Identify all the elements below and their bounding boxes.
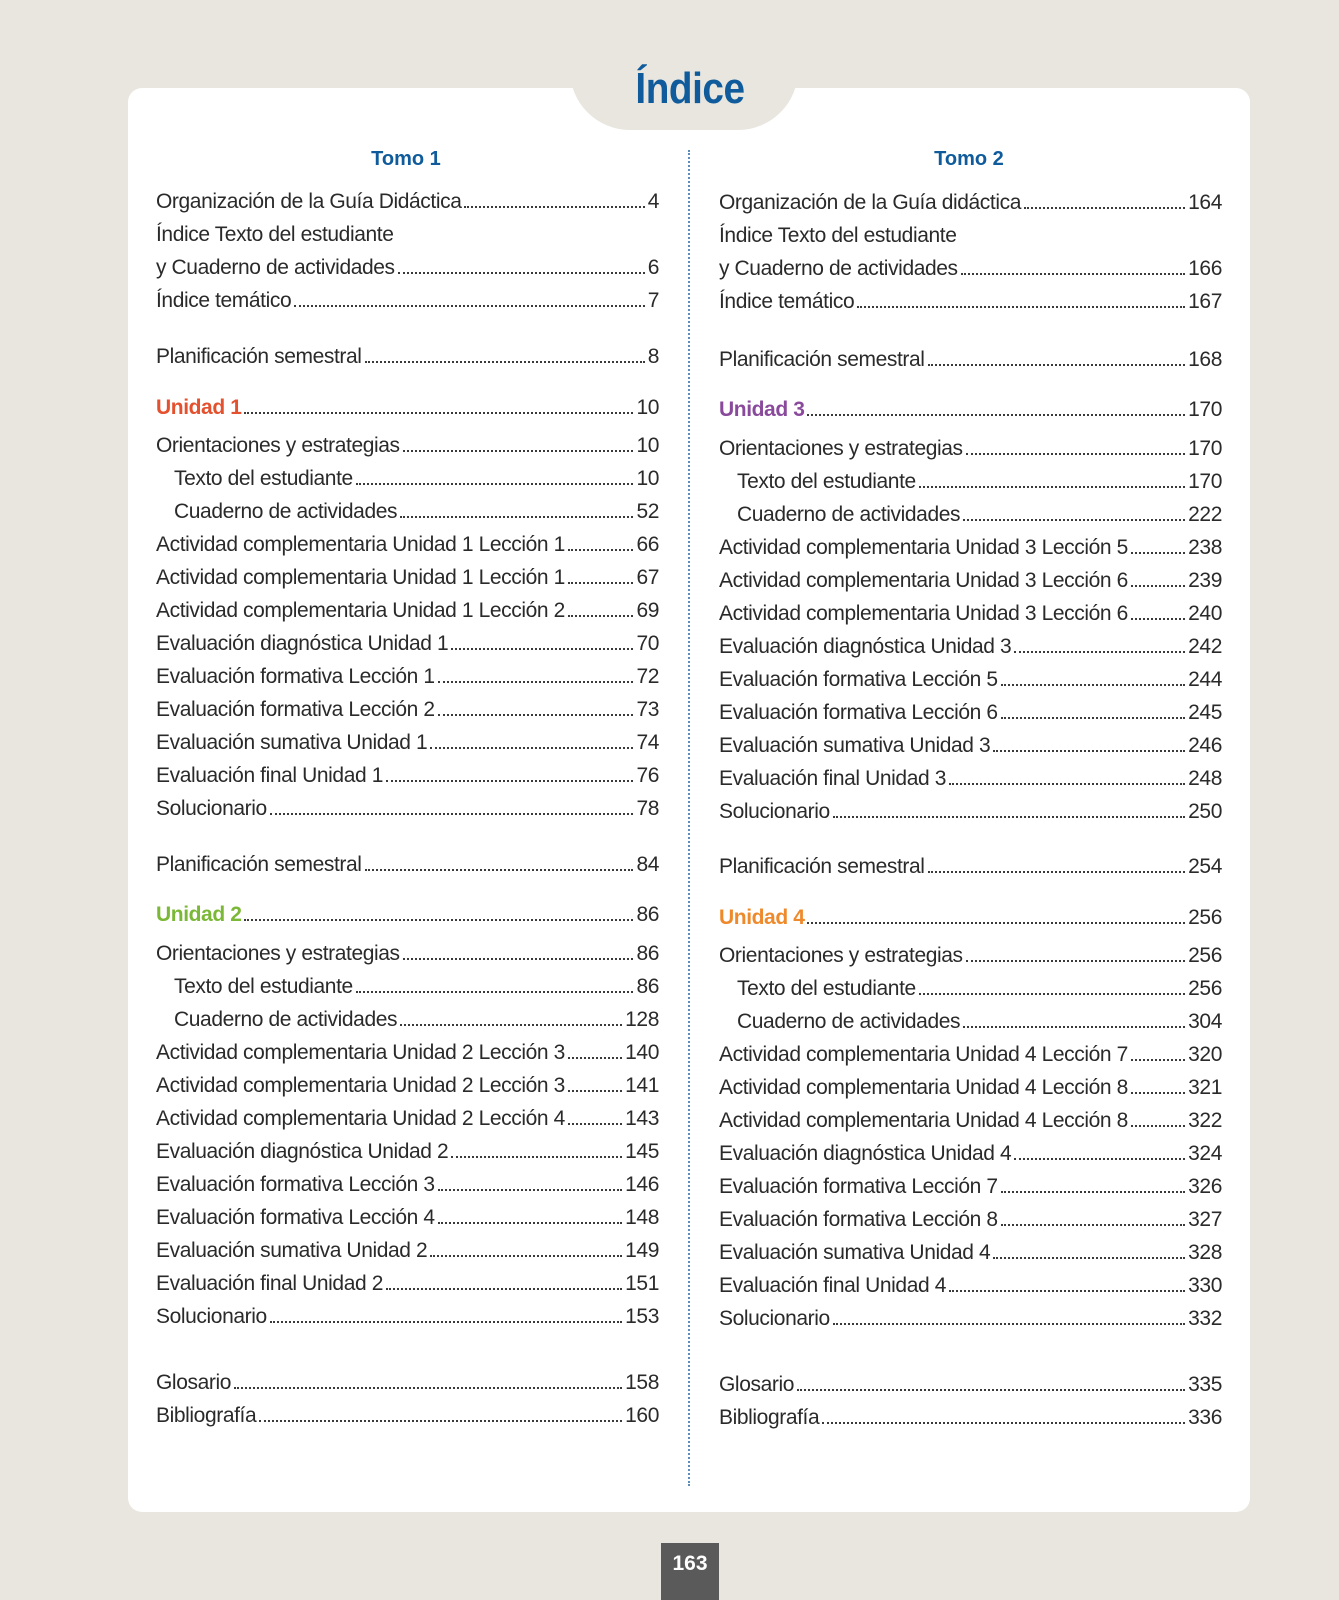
toc-page: 336 [1188, 1406, 1222, 1429]
toc-entry [156, 428, 659, 458]
dot-leader [403, 957, 634, 960]
toc-label: Orientaciones y estrategias [156, 942, 400, 965]
toc-page: 86 [636, 975, 659, 998]
toc-page: 72 [636, 665, 659, 688]
toc-unit-entry [719, 392, 1222, 422]
toc-entry [737, 497, 1222, 527]
toc-entry [156, 1068, 659, 1098]
toc-page: 128 [625, 1008, 659, 1031]
toc-entry [156, 725, 659, 755]
toc-page: 242 [1188, 635, 1222, 658]
toc-page: 148 [625, 1206, 659, 1229]
dot-leader [294, 304, 644, 307]
dot-leader [464, 205, 644, 208]
toc-page: 10 [636, 434, 659, 457]
dot-leader [833, 815, 1185, 818]
toc-entry [156, 250, 659, 280]
dot-leader [966, 452, 1185, 455]
page-number: 163 [661, 1543, 719, 1600]
toc-label: Actividad complementaria Unidad 4 Lección 8 [719, 1109, 1128, 1132]
toc-page: 52 [636, 500, 659, 523]
dot-leader [1001, 683, 1185, 686]
toc-page: 86 [636, 942, 659, 965]
dot-leader [949, 782, 1185, 785]
dot-leader [451, 647, 633, 650]
toc-unit-entry [156, 897, 659, 927]
toc-page: 245 [1188, 701, 1222, 724]
toc-entry [719, 1235, 1222, 1265]
toc-label: Actividad complementaria Unidad 3 Lección 6 [719, 569, 1128, 592]
dot-leader [857, 305, 1185, 308]
toc-entry [156, 791, 659, 821]
toc-page: 246 [1188, 734, 1222, 757]
toc-entry [719, 284, 1222, 314]
toc-label: Organización de la Guía didáctica [719, 191, 1021, 214]
toc-label: Bibliografía [719, 1406, 820, 1429]
toc-label: Evaluación sumativa Unidad 2 [156, 1239, 428, 1262]
toc-page: 78 [636, 797, 659, 820]
dot-leader [259, 1419, 622, 1422]
toc-entry [719, 251, 1222, 281]
toc-label: Glosario [719, 1373, 794, 1396]
toc-entry [174, 969, 659, 999]
toc-page: 160 [625, 1404, 659, 1427]
toc-entry [719, 1400, 1222, 1430]
toc-page: 74 [636, 731, 659, 754]
toc-page: 256 [1188, 906, 1222, 929]
toc-label: Actividad complementaria Unidad 4 Lección 8 [719, 1076, 1128, 1099]
toc-page: 304 [1188, 1010, 1222, 1033]
dot-leader [1014, 1157, 1185, 1160]
toc-page: 324 [1188, 1142, 1222, 1165]
toc-page: 10 [636, 467, 659, 490]
toc-page: 151 [625, 1272, 659, 1295]
toc-label: Índice Texto del estudiante [156, 223, 394, 246]
toc-page: 141 [625, 1074, 659, 1097]
toc-entry [719, 596, 1222, 626]
toc-page: 7 [647, 289, 659, 312]
toc-entry [719, 1037, 1222, 1067]
toc-entry [156, 283, 659, 313]
toc-label: Evaluación formativa Lección 1 [156, 665, 435, 688]
dot-leader [438, 1188, 622, 1191]
toc-label: Evaluación formativa Lección 4 [156, 1206, 435, 1229]
toc-entry [156, 936, 659, 966]
toc-entry [737, 1004, 1222, 1034]
dot-leader [438, 680, 634, 683]
toc-entry [156, 184, 659, 214]
toc-entry [156, 626, 659, 656]
toc-page: 335 [1188, 1373, 1222, 1396]
toc-entry [719, 629, 1222, 659]
unit-label: Unidad 1 [156, 396, 242, 419]
dot-leader [1001, 716, 1185, 719]
toc-entry [719, 1367, 1222, 1397]
unit-label: Unidad 4 [719, 906, 805, 929]
toc-entry [156, 339, 659, 369]
toc-label: Evaluación final Unidad 4 [719, 1274, 946, 1297]
toc-entry [719, 1070, 1222, 1100]
toc-unit-entry [156, 390, 659, 420]
toc-page: 140 [625, 1041, 659, 1064]
toc-page: 76 [636, 764, 659, 787]
toc-page: 254 [1188, 855, 1222, 878]
toc-page: 67 [636, 566, 659, 589]
toc-label: Orientaciones y estrategias [719, 944, 963, 967]
toc-entry [156, 659, 659, 689]
toc-label: Planificación semestral [156, 345, 362, 368]
toc-page: 167 [1188, 290, 1222, 313]
dot-leader [568, 614, 634, 617]
toc-entry [156, 1101, 659, 1131]
dot-leader [966, 959, 1185, 962]
toc-entry [719, 1202, 1222, 1232]
column-divider [688, 150, 690, 1486]
toc-label: Texto del estudiante [737, 470, 916, 493]
toc-page: 239 [1188, 569, 1222, 592]
toc-page: 66 [636, 533, 659, 556]
toc-label: Actividad complementaria Unidad 2 Lección 3 [156, 1041, 565, 1064]
toc-page: 166 [1188, 257, 1222, 280]
toc-label: Cuaderno de actividades [174, 1008, 398, 1031]
toc-entry [719, 530, 1222, 560]
dot-leader [438, 713, 634, 716]
dot-leader [568, 1056, 622, 1059]
dot-leader [244, 918, 633, 921]
dot-leader [270, 1320, 622, 1323]
toc-entry [719, 938, 1222, 968]
dot-leader [1131, 1124, 1185, 1127]
dot-leader [807, 921, 1185, 924]
toc-label: Evaluación formativa Lección 2 [156, 698, 435, 721]
toc-entry [719, 794, 1222, 824]
dot-leader [234, 1386, 622, 1389]
toc-entry [719, 728, 1222, 758]
toc-unit-entry [719, 900, 1222, 930]
dot-leader [386, 1287, 622, 1290]
toc-label: Cuaderno de actividades [737, 1010, 961, 1033]
dot-leader [244, 411, 633, 414]
toc-entry [737, 971, 1222, 1001]
toc-entry [719, 662, 1222, 692]
toc-page: 240 [1188, 602, 1222, 625]
toc-page: 170 [1188, 437, 1222, 460]
toc-label: Evaluación final Unidad 2 [156, 1272, 383, 1295]
toc-label: Evaluación diagnóstica Unidad 4 [719, 1142, 1012, 1165]
toc-entry [719, 1103, 1222, 1133]
toc-label: Actividad complementaria Unidad 2 Lección 3 [156, 1074, 565, 1097]
toc-label: Texto del estudiante [174, 467, 353, 490]
dot-leader [1014, 650, 1185, 653]
dot-leader [438, 1221, 622, 1224]
dot-leader [949, 1289, 1185, 1292]
toc-page: 6 [647, 256, 659, 279]
toc-label: Índice temático [156, 289, 292, 312]
toc-page: 10 [636, 396, 659, 419]
unit-label: Unidad 2 [156, 903, 242, 926]
dot-leader [568, 1089, 622, 1092]
toc-entry [719, 849, 1222, 879]
toc-label: y Cuaderno de actividades [156, 256, 395, 279]
toc-page: 222 [1188, 503, 1222, 526]
toc-entry [719, 1169, 1222, 1199]
toc-entry [719, 1268, 1222, 1298]
toc-label: Índice Texto del estudiante [719, 224, 957, 247]
toc-entry [156, 847, 659, 877]
toc-label: Actividad complementaria Unidad 1 Lección 1 [156, 533, 565, 556]
tomo-2-heading: Tomo 2 [934, 148, 1004, 170]
toc-page: 320 [1188, 1043, 1222, 1066]
toc-entry [737, 464, 1222, 494]
dot-leader [1024, 206, 1185, 209]
dot-leader [1131, 1091, 1185, 1094]
toc-label: Evaluación sumativa Unidad 1 [156, 731, 428, 754]
dot-leader [270, 812, 634, 815]
toc-entry [156, 1200, 659, 1230]
toc-label: Organización de la Guía Didáctica [156, 190, 462, 213]
toc-page: 250 [1188, 800, 1222, 823]
toc-page: 322 [1188, 1109, 1222, 1132]
toc-page: 330 [1188, 1274, 1222, 1297]
toc-entry [156, 1233, 659, 1263]
toc-label: Planificación semestral [156, 853, 362, 876]
toc-label: Orientaciones y estrategias [719, 437, 963, 460]
toc-page: 244 [1188, 668, 1222, 691]
toc-entry [156, 527, 659, 557]
toc-page: 149 [625, 1239, 659, 1262]
toc-entry [156, 1167, 659, 1197]
dot-leader [568, 581, 634, 584]
toc-entry [156, 1266, 659, 1296]
toc-page: 248 [1188, 767, 1222, 790]
toc-page: 69 [636, 599, 659, 622]
toc-label: Actividad complementaria Unidad 3 Lección 6 [719, 602, 1128, 625]
toc-entry [156, 593, 659, 623]
dot-leader [365, 360, 645, 363]
toc-page: 256 [1188, 944, 1222, 967]
toc-page: 332 [1188, 1307, 1222, 1330]
dot-leader [356, 990, 634, 993]
toc-label: Evaluación diagnóstica Unidad 3 [719, 635, 1012, 658]
dot-leader [403, 449, 634, 452]
toc-label: Cuaderno de actividades [737, 503, 961, 526]
toc-entry [174, 461, 659, 491]
toc-entry [156, 1365, 659, 1395]
toc-label: Evaluación diagnóstica Unidad 2 [156, 1140, 449, 1163]
dot-leader [1001, 1190, 1185, 1193]
toc-label: Actividad complementaria Unidad 2 Lección 4 [156, 1107, 565, 1130]
dot-leader [993, 749, 1185, 752]
dot-leader [398, 271, 645, 274]
toc-label: Solucionario [156, 797, 267, 820]
toc-page: 73 [636, 698, 659, 721]
toc-page: 4 [647, 190, 659, 213]
dot-leader [430, 746, 633, 749]
toc-entry [719, 431, 1222, 461]
toc-label: Evaluación sumativa Unidad 4 [719, 1241, 991, 1264]
toc-label: Texto del estudiante [174, 975, 353, 998]
dot-leader [833, 1322, 1185, 1325]
dot-leader [568, 1122, 622, 1125]
dot-leader [797, 1388, 1185, 1391]
toc-entry [174, 1002, 659, 1032]
dot-leader [1131, 551, 1185, 554]
toc-entry [719, 761, 1222, 791]
toc-page: 321 [1188, 1076, 1222, 1099]
toc-label: Planificación semestral [719, 855, 925, 878]
unit-label: Unidad 3 [719, 398, 805, 421]
dot-leader [1131, 617, 1185, 620]
toc-label: Solucionario [719, 1307, 830, 1330]
dot-leader [822, 1421, 1185, 1424]
toc-label: Bibliografía [156, 1404, 257, 1427]
dot-leader [963, 1025, 1185, 1028]
dot-leader [386, 779, 633, 782]
tomo-1-heading: Tomo 1 [371, 148, 441, 170]
toc-label: Cuaderno de actividades [174, 500, 398, 523]
toc-label: Evaluación formativa Lección 8 [719, 1208, 998, 1231]
toc-page: 8 [647, 345, 659, 368]
toc-page: 170 [1188, 398, 1222, 421]
toc-label: Evaluación final Unidad 3 [719, 767, 946, 790]
dot-leader [993, 1256, 1185, 1259]
toc-entry [719, 1301, 1222, 1331]
toc-page: 170 [1188, 470, 1222, 493]
dot-leader [963, 518, 1185, 521]
toc-entry [156, 758, 659, 788]
toc-page: 168 [1188, 348, 1222, 371]
toc-entry [156, 692, 659, 722]
toc-page: 153 [625, 1305, 659, 1328]
toc-page: 145 [625, 1140, 659, 1163]
dot-leader [451, 1155, 622, 1158]
toc-page: 143 [625, 1107, 659, 1130]
toc-label: y Cuaderno de actividades [719, 257, 958, 280]
toc-label: Evaluación final Unidad 1 [156, 764, 383, 787]
toc-page: 238 [1188, 536, 1222, 559]
toc-label: Actividad complementaria Unidad 1 Lección 2 [156, 599, 565, 622]
dot-leader [928, 363, 1186, 366]
page-title: Índice [635, 64, 745, 113]
toc-entry [719, 185, 1222, 215]
toc-entry [156, 1134, 659, 1164]
dot-leader [365, 868, 634, 871]
toc-label: Evaluación formativa Lección 7 [719, 1175, 998, 1198]
toc-label: Orientaciones y estrategias [156, 434, 400, 457]
toc-entry [719, 218, 1222, 248]
toc-label: Texto del estudiante [737, 977, 916, 1000]
toc-page: 146 [625, 1173, 659, 1196]
dot-leader [568, 548, 634, 551]
dot-leader [807, 413, 1185, 416]
dot-leader [400, 515, 633, 518]
dot-leader [1131, 1058, 1185, 1061]
toc-page: 327 [1188, 1208, 1222, 1231]
toc-label: Actividad complementaria Unidad 1 Lección 1 [156, 566, 565, 589]
toc-entry [719, 563, 1222, 593]
toc-label: Glosario [156, 1371, 231, 1394]
toc-page: 70 [636, 632, 659, 655]
dot-leader [919, 992, 1185, 995]
toc-page: 328 [1188, 1241, 1222, 1264]
toc-page: 256 [1188, 977, 1222, 1000]
toc-page: 86 [636, 903, 659, 926]
toc-entry [156, 1299, 659, 1329]
toc-entry [156, 217, 659, 247]
toc-page: 84 [636, 853, 659, 876]
dot-leader [430, 1254, 622, 1257]
toc-label: Evaluación sumativa Unidad 3 [719, 734, 991, 757]
toc-entry [719, 342, 1222, 372]
dot-leader [1001, 1223, 1185, 1226]
toc-page: 326 [1188, 1175, 1222, 1198]
dot-leader [356, 482, 634, 485]
dot-leader [919, 485, 1185, 488]
toc-entry [174, 494, 659, 524]
dot-leader [400, 1023, 622, 1026]
toc-label: Evaluación formativa Lección 6 [719, 701, 998, 724]
toc-label: Evaluación formativa Lección 3 [156, 1173, 435, 1196]
toc-label: Solucionario [156, 1305, 267, 1328]
toc-entry [156, 1398, 659, 1428]
toc-label: Evaluación diagnóstica Unidad 1 [156, 632, 449, 655]
dot-leader [1131, 584, 1185, 587]
toc-label: Actividad complementaria Unidad 3 Lección 5 [719, 536, 1128, 559]
toc-page: 158 [625, 1371, 659, 1394]
toc-label: Solucionario [719, 800, 830, 823]
toc-entry [156, 1035, 659, 1065]
toc-entry [156, 560, 659, 590]
toc-page: 164 [1188, 191, 1222, 214]
dot-leader [928, 870, 1186, 873]
toc-entry [719, 695, 1222, 725]
toc-entry [719, 1136, 1222, 1166]
toc-label: Actividad complementaria Unidad 4 Lección 7 [719, 1043, 1128, 1066]
toc-label: Evaluación formativa Lección 5 [719, 668, 998, 691]
toc-label: Índice temático [719, 290, 855, 313]
dot-leader [961, 272, 1185, 275]
toc-label: Planificación semestral [719, 348, 925, 371]
